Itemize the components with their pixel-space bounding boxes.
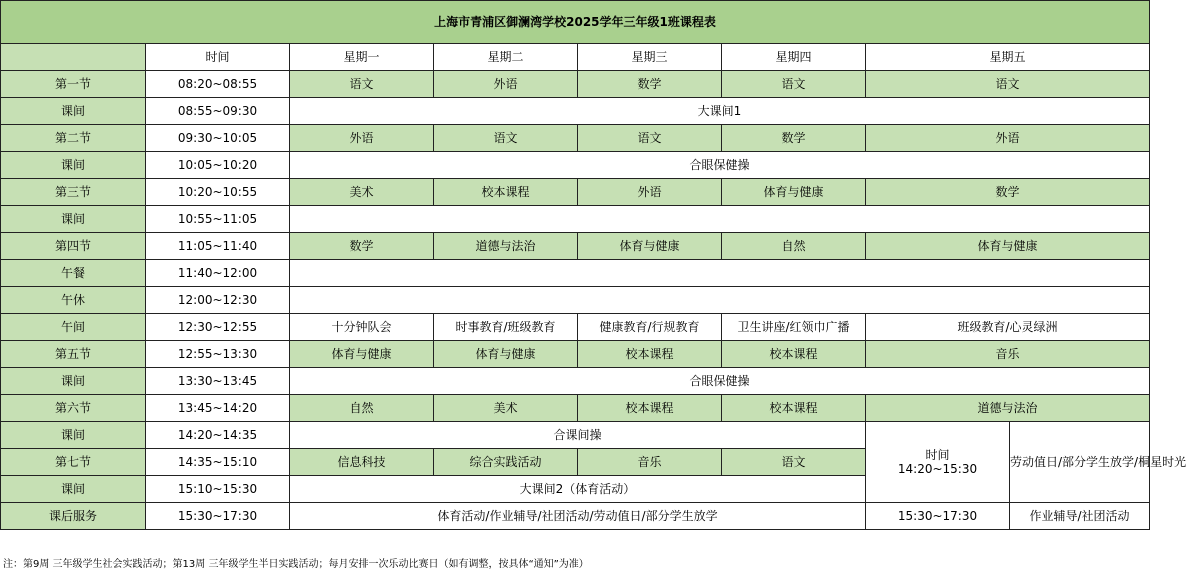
period-time: 09:30~10:05 xyxy=(146,125,290,152)
table-row xyxy=(1,233,1150,260)
table-row xyxy=(1,368,1150,395)
friday-service-time: 15:30~17:30 xyxy=(866,503,1010,530)
period-label: 课后服务 xyxy=(1,503,146,530)
class-cell: 数学 xyxy=(722,125,866,152)
period-time: 14:20~14:35 xyxy=(146,422,290,449)
table-row xyxy=(1,260,1150,287)
after-school-activity: 体育活动/作业辅导/社团活动/劳动值日/部分学生放学 xyxy=(290,503,866,530)
header-monday: 星期一 xyxy=(290,44,434,71)
class-cell: 自然 xyxy=(290,395,434,422)
period-time: 15:10~15:30 xyxy=(146,476,290,503)
header-wednesday: 星期三 xyxy=(578,44,722,71)
class-cell: 外语 xyxy=(578,179,722,206)
period-label: 课间 xyxy=(1,152,146,179)
period-label: 第七节 xyxy=(1,449,146,476)
class-cell: 信息科技 xyxy=(290,449,434,476)
timetable-title: 上海市青浦区御澜湾学校2025学年三年级1班课程表 xyxy=(1,1,1150,44)
period-time: 11:05~11:40 xyxy=(146,233,290,260)
class-cell: 自然 xyxy=(722,233,866,260)
friday-pm-time-range: 14:20~15:30 xyxy=(897,462,978,476)
period-time: 10:55~11:05 xyxy=(146,206,290,233)
period-label: 第二节 xyxy=(1,125,146,152)
table-row xyxy=(1,152,1150,179)
class-cell: 体育与健康 xyxy=(434,341,578,368)
period-label: 第一节 xyxy=(1,71,146,98)
period-time: 10:20~10:55 xyxy=(146,179,290,206)
class-cell: 语文 xyxy=(866,71,1150,98)
period-label: 课间 xyxy=(1,98,146,125)
class-cell: 音乐 xyxy=(578,449,722,476)
table-row xyxy=(1,287,1150,314)
period-label: 课间 xyxy=(1,368,146,395)
table-row xyxy=(1,422,1150,449)
period-time: 08:20~08:55 xyxy=(146,71,290,98)
corner-cell xyxy=(1,44,146,71)
period-label: 课间 xyxy=(1,206,146,233)
class-cell: 体育与健康 xyxy=(290,341,434,368)
period-time: 12:30~12:55 xyxy=(146,314,290,341)
class-cell: 校本课程 xyxy=(578,341,722,368)
header-friday: 星期五 xyxy=(866,44,1150,71)
break-activity xyxy=(290,206,1150,233)
table-row xyxy=(1,341,1150,368)
period-time: 13:30~13:45 xyxy=(146,368,290,395)
class-cell: 数学 xyxy=(290,233,434,260)
table-row xyxy=(1,503,1150,530)
header-tuesday: 星期二 xyxy=(434,44,578,71)
break-activity: 合眼保健操 xyxy=(290,152,1150,179)
class-cell: 数学 xyxy=(578,71,722,98)
header-time: 时间 xyxy=(146,44,290,71)
period-time: 14:35~15:10 xyxy=(146,449,290,476)
class-cell: 校本课程 xyxy=(578,395,722,422)
class-cell: 外语 xyxy=(866,125,1150,152)
period-label: 第四节 xyxy=(1,233,146,260)
class-cell: 道德与法治 xyxy=(866,395,1150,422)
friday-pm-activity: 劳动值日/部分学生放学/桐星时光 xyxy=(1010,422,1150,503)
period-label: 午餐 xyxy=(1,260,146,287)
noon-activity-cell: 十分钟队会 xyxy=(290,314,434,341)
class-cell: 美术 xyxy=(290,179,434,206)
class-cell: 道德与法治 xyxy=(434,233,578,260)
class-cell: 外语 xyxy=(290,125,434,152)
period-label: 午休 xyxy=(1,287,146,314)
period-label: 课间 xyxy=(1,422,146,449)
class-cell: 数学 xyxy=(866,179,1150,206)
table-row xyxy=(1,206,1150,233)
period-time: 15:30~17:30 xyxy=(146,503,290,530)
class-cell: 校本课程 xyxy=(722,341,866,368)
table-row xyxy=(1,314,1150,341)
period-time: 08:55~09:30 xyxy=(146,98,290,125)
class-cell: 语文 xyxy=(290,71,434,98)
class-cell: 校本课程 xyxy=(722,395,866,422)
footnote: 注：第9周 三年级学生社会实践活动；第13周 三年级学生半日实践活动；每月安排一次乐动比赛日（如有调整，按具体“通知”为准） xyxy=(3,559,589,570)
class-cell: 语文 xyxy=(434,125,578,152)
class-cell: 语文 xyxy=(722,71,866,98)
class-cell: 综合实践活动 xyxy=(434,449,578,476)
header-row xyxy=(1,44,1150,71)
class-cell: 美术 xyxy=(434,395,578,422)
period-label: 第三节 xyxy=(1,179,146,206)
period-label: 课间 xyxy=(1,476,146,503)
friday-pm-time xyxy=(866,422,1010,503)
period-time: 12:00~12:30 xyxy=(146,287,290,314)
table-row xyxy=(1,395,1150,422)
noon-activity-cell: 健康教育/行规教育 xyxy=(578,314,722,341)
class-cell: 体育与健康 xyxy=(722,179,866,206)
period-time: 11:40~12:00 xyxy=(146,260,290,287)
break-activity: 合眼保健操 xyxy=(290,368,1150,395)
noon-activity-cell: 时事教育/班级教育 xyxy=(434,314,578,341)
header-thursday: 星期四 xyxy=(722,44,866,71)
class-cell: 体育与健康 xyxy=(578,233,722,260)
break-activity xyxy=(290,287,1150,314)
class-cell: 体育与健康 xyxy=(866,233,1150,260)
table-row xyxy=(1,71,1150,98)
period-label: 第五节 xyxy=(1,341,146,368)
period-label: 午间 xyxy=(1,314,146,341)
period-time: 13:45~14:20 xyxy=(146,395,290,422)
noon-activity-cell: 班级教育/心灵绿洲 xyxy=(866,314,1150,341)
period-time: 12:55~13:30 xyxy=(146,341,290,368)
break-activity: 合课间操 xyxy=(290,422,866,449)
table-row xyxy=(1,98,1150,125)
friday-pm-time-label: 时间 xyxy=(925,448,950,462)
period-label: 第六节 xyxy=(1,395,146,422)
period-time: 10:05~10:20 xyxy=(146,152,290,179)
class-cell: 语文 xyxy=(578,125,722,152)
break-activity: 大课间2（体育活动） xyxy=(290,476,866,503)
noon-activity-cell: 卫生讲座/红领巾广播 xyxy=(722,314,866,341)
friday-service-activity: 作业辅导/社团活动 xyxy=(1010,503,1150,530)
class-cell: 语文 xyxy=(722,449,866,476)
class-cell: 音乐 xyxy=(866,341,1150,368)
table-row xyxy=(1,179,1150,206)
class-cell: 外语 xyxy=(434,71,578,98)
break-activity xyxy=(290,260,1150,287)
table-row xyxy=(1,125,1150,152)
break-activity: 大课间1 xyxy=(290,98,1150,125)
class-cell: 校本课程 xyxy=(434,179,578,206)
